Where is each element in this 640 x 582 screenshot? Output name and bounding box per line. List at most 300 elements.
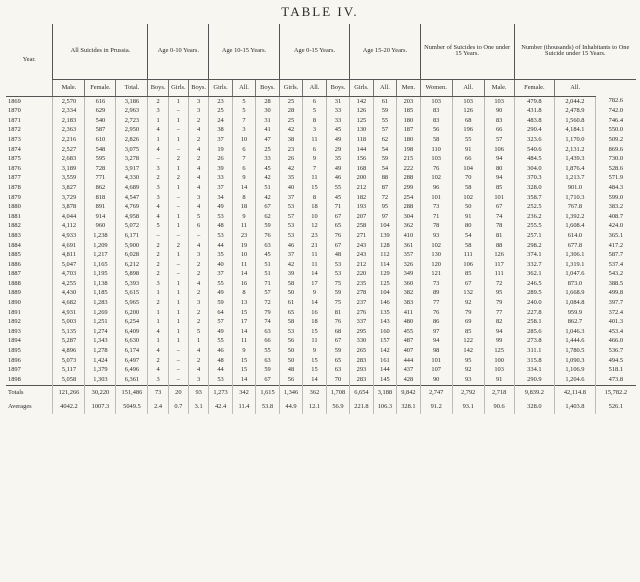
table-cell: 444 <box>397 356 421 366</box>
table-cell: 42,114.8 <box>555 385 596 400</box>
table-cell: 38 <box>209 126 232 136</box>
table-cell: 2 <box>148 251 168 261</box>
table-cell: 2,683 <box>53 155 85 165</box>
table-cell: 3,186 <box>116 97 148 107</box>
table-cell: 361 <box>397 241 421 251</box>
table-cell: 4 <box>148 346 168 356</box>
table-cell: 295 <box>350 327 373 337</box>
table-cell: 37 <box>279 251 302 261</box>
table-cell: 328.0 <box>514 400 555 414</box>
table-cell: – <box>168 203 188 213</box>
table-cell: 1 <box>168 212 188 222</box>
table-title: TABLE IV. <box>281 4 359 19</box>
table-cell: 9,842 <box>397 385 421 400</box>
table-cell: 125 <box>350 116 373 126</box>
row-label: 1873 <box>8 135 21 143</box>
table-cell: 102 <box>420 174 452 184</box>
table-cell: 90.6 <box>484 400 514 414</box>
table-cell: 55 <box>452 135 484 145</box>
table-cell: 142 <box>373 346 396 356</box>
table-cell: 15 <box>303 366 326 376</box>
table-cell: 101 <box>420 193 452 203</box>
table-cell: 104 <box>452 164 484 174</box>
table-cell: 58 <box>279 318 302 328</box>
table-cell: 2 <box>148 356 168 366</box>
table-cell: 222 <box>397 164 421 174</box>
table-cell: 332.7 <box>514 260 555 270</box>
header-subcolumn: Male. <box>53 79 85 96</box>
table-cell: 168 <box>350 164 373 174</box>
table-cell: 5,058 <box>53 375 85 385</box>
row-label: 1883 <box>8 231 21 239</box>
table-cell: 193 <box>350 203 373 213</box>
table-cell: 537.4 <box>595 260 636 270</box>
table-cell: 1,084.8 <box>555 298 596 308</box>
table-cell: 58 <box>279 279 302 289</box>
table-cell: 63 <box>326 366 350 376</box>
row-label: 1885 <box>8 251 21 259</box>
table-cell: 93 <box>420 231 452 241</box>
table-row <box>6 327 636 337</box>
table-cell: 143 <box>373 318 396 328</box>
table-cell: 289.5 <box>514 289 555 299</box>
table-cell: 2 <box>189 155 209 165</box>
table-cell: 95 <box>484 289 514 299</box>
table-cell: 431.8 <box>514 107 555 117</box>
table-cell: 4 <box>148 327 168 337</box>
table-cell: 8 <box>303 193 326 203</box>
table-cell: 79 <box>484 298 514 308</box>
table-cell: 255.5 <box>514 222 555 232</box>
table-cell: 1 <box>168 337 188 347</box>
table-cell: 82 <box>484 318 514 328</box>
table-cell: 2 <box>148 97 168 107</box>
table-cell: 550.0 <box>595 126 636 136</box>
table-cell: 3,878 <box>53 203 85 213</box>
table-cell: 57 <box>256 289 280 299</box>
table-cell: 3.1 <box>189 400 209 414</box>
table-cell: 139 <box>373 231 396 241</box>
table-cell: 121,266 <box>53 385 85 400</box>
header-subcolumn: Male. <box>484 79 514 96</box>
table-cell: 9 <box>232 212 255 222</box>
row-label: 1879 <box>8 193 21 201</box>
table-cell: 95 <box>373 203 396 213</box>
table-cell: 67 <box>256 203 280 213</box>
table-cell: 2,131.2 <box>555 145 596 155</box>
header-subcolumn: All. <box>303 79 326 96</box>
table-cell: 106 <box>484 145 514 155</box>
header-subcolumn: All. <box>555 79 596 96</box>
table-cell: 72 <box>484 279 514 289</box>
table-cell: 7 <box>232 116 255 126</box>
table-cell: 53 <box>279 222 302 232</box>
table-cell: 15 <box>303 327 326 337</box>
table-cell: 742.0 <box>595 107 636 117</box>
header-subcolumn: Men. <box>397 79 421 96</box>
table-cell: 782.6 <box>595 97 636 107</box>
table-cell: 5 <box>232 97 255 107</box>
table-cell: 304.0 <box>514 164 555 174</box>
table-cell: 114 <box>373 260 396 270</box>
table-cell: 1 <box>148 337 168 347</box>
table-row <box>6 126 636 136</box>
table-cell: 293 <box>350 366 373 376</box>
table-cell: 75 <box>326 279 350 289</box>
table-cell: 142 <box>452 346 484 356</box>
table-cell: 49 <box>209 203 232 213</box>
table-cell: 4,044 <box>53 212 85 222</box>
table-cell: 66 <box>452 155 484 165</box>
table-cell: 4 <box>189 126 209 136</box>
table-cell: 3,278 <box>116 155 148 165</box>
table-cell: 0.7 <box>168 400 188 414</box>
table-cell: 3 <box>148 107 168 117</box>
table-cell: 2,747 <box>420 385 452 400</box>
table-cell: 35 <box>326 155 350 165</box>
table-row <box>6 155 636 165</box>
table-cell: 49 <box>209 289 232 299</box>
table-cell: 81 <box>326 308 350 318</box>
table-cell: 1,209 <box>85 241 116 251</box>
table-cell: 4,547 <box>116 193 148 203</box>
averages-row <box>6 400 636 414</box>
table-cell: 89 <box>420 289 452 299</box>
table-cell: 914 <box>85 212 116 222</box>
header-group: Age 10-15 Years. <box>209 24 279 79</box>
table-cell: 1,217 <box>85 251 116 261</box>
table-cell: 74 <box>256 318 280 328</box>
table-cell: 2 <box>189 260 209 270</box>
table-cell: 437 <box>397 366 421 376</box>
table-cell: 869.6 <box>595 145 636 155</box>
table-cell: 85 <box>452 270 484 280</box>
table-cell: 9,839.2 <box>514 385 555 400</box>
table-cell: 328.1 <box>397 400 421 414</box>
table-cell: 7 <box>232 155 255 165</box>
table-cell: 862.7 <box>555 318 596 328</box>
table-cell: 221.8 <box>350 400 373 414</box>
table-cell: 7 <box>303 164 326 174</box>
table-cell: 63 <box>256 356 280 366</box>
table-cell: 4,255 <box>53 279 85 289</box>
table-cell: 1 <box>168 298 188 308</box>
table-cell: 24 <box>209 116 232 126</box>
header-subcolumn: Female. <box>85 79 116 96</box>
table-cell: 455 <box>397 327 421 337</box>
table-cell: 1,273 <box>209 385 232 400</box>
table-cell: 1,138 <box>85 279 116 289</box>
table-cell: 8 <box>232 193 255 203</box>
table-cell: 39 <box>209 164 232 174</box>
table-cell: 66 <box>256 337 280 347</box>
table-cell: 2,718 <box>484 385 514 400</box>
table-cell: 101 <box>420 356 452 366</box>
table-cell: 130 <box>420 251 452 261</box>
table-cell: 68 <box>452 116 484 126</box>
table-cell: 76 <box>420 164 452 174</box>
table-cell: 76 <box>326 231 350 241</box>
table-cell: 212 <box>350 260 373 270</box>
table-cell: 23 <box>209 97 232 107</box>
table-cell: 6,171 <box>116 231 148 241</box>
row-label: 1892 <box>8 318 21 326</box>
table-cell: 62 <box>373 135 396 145</box>
table-cell: 72 <box>256 298 280 308</box>
table-cell: 6,361 <box>116 375 148 385</box>
table-cell: 203 <box>397 97 421 107</box>
table-cell: 102 <box>420 241 452 251</box>
table-cell: 55 <box>326 183 350 193</box>
table-cell: 237 <box>350 298 373 308</box>
table-row <box>6 231 636 241</box>
table-cell: 18 <box>232 203 255 213</box>
table-cell: 76 <box>420 308 452 318</box>
table-cell: 112 <box>373 251 396 261</box>
table-cell: 4 <box>189 145 209 155</box>
table-cell: 383.2 <box>595 203 636 213</box>
table-cell: 129 <box>373 270 396 280</box>
table-cell: 2 <box>168 155 188 165</box>
table-cell: 383 <box>397 298 421 308</box>
table-cell: 16 <box>303 308 326 318</box>
table-cell: 6,212 <box>116 260 148 270</box>
table-cell: 198 <box>397 145 421 155</box>
table-cell: 2 <box>189 289 209 299</box>
table-cell: 63 <box>256 327 280 337</box>
table-cell: 67 <box>256 375 280 385</box>
table-cell: 25 <box>256 145 280 155</box>
table-cell: 73 <box>420 279 452 289</box>
table-cell: 104 <box>373 222 396 232</box>
table-cell: 11 <box>303 174 326 184</box>
table-cell: 3,075 <box>116 145 148 155</box>
table-cell: 382 <box>397 289 421 299</box>
table-cell: 5 <box>232 107 255 117</box>
table-cell: 15 <box>303 183 326 193</box>
table-row <box>6 193 636 203</box>
table-cell: 1,170.0 <box>555 135 596 145</box>
table-cell: 35 <box>209 251 232 261</box>
table-cell: 480 <box>397 318 421 328</box>
table-cell: 1,319.1 <box>555 260 596 270</box>
table-row <box>6 346 636 356</box>
table-cell: 543.2 <box>595 270 636 280</box>
table-cell: 326 <box>397 260 421 270</box>
table-cell: 180 <box>397 116 421 126</box>
table-cell: 19 <box>232 241 255 251</box>
table-cell: 3 <box>232 126 255 136</box>
table-cell: 54 <box>373 145 396 155</box>
table-cell: 40 <box>279 183 302 193</box>
row-label: 1887 <box>8 270 21 278</box>
table-cell: 54 <box>373 164 396 174</box>
table-cell: 69 <box>452 318 484 328</box>
table-cell: 397.7 <box>595 298 636 308</box>
table-cell: 2,950 <box>116 126 148 136</box>
table-cell: 1,346 <box>279 385 302 400</box>
table-cell: 110 <box>420 145 452 155</box>
table-cell: 1 <box>168 279 188 289</box>
table-cell: 14 <box>303 270 326 280</box>
table-cell: 53 <box>326 270 350 280</box>
table-cell: 182 <box>350 193 373 203</box>
table-cell: 55 <box>209 279 232 289</box>
table-cell: 6 <box>232 164 255 174</box>
table-cell: 337 <box>350 318 373 328</box>
table-cell: 144 <box>373 366 396 376</box>
table-cell: 1 <box>168 97 188 107</box>
table-cell: 4 <box>189 183 209 193</box>
table-cell: 2,723 <box>116 116 148 126</box>
table-cell: 509.2 <box>595 135 636 145</box>
table-cell: 3 <box>148 164 168 174</box>
table-cell: 3,917 <box>116 164 148 174</box>
table-cell: 72 <box>373 193 396 203</box>
table-cell: 4,703 <box>53 270 85 280</box>
table-cell: 5049.5 <box>116 400 148 414</box>
table-cell: 3 <box>189 251 209 261</box>
table-cell: 330 <box>350 337 373 347</box>
table-cell: – <box>168 107 188 117</box>
table-cell: 33 <box>326 116 350 126</box>
table-cell: 65 <box>326 222 350 232</box>
table-cell: 61 <box>279 298 302 308</box>
table-cell: 411 <box>397 308 421 318</box>
table-cell: 3 <box>148 375 168 385</box>
table-cell: 2.4 <box>148 400 168 414</box>
table-cell: 571.9 <box>595 174 636 184</box>
table-cell: 6 <box>232 145 255 155</box>
table-cell: 15 <box>232 308 255 318</box>
row-label: 1897 <box>8 366 21 374</box>
table-cell: 528.6 <box>595 164 636 174</box>
table-cell: 56 <box>279 375 302 385</box>
table-cell: 107 <box>420 366 452 376</box>
table-cell: 1007.3 <box>85 400 116 414</box>
table-cell: 4,689 <box>116 183 148 193</box>
table-cell: 4 <box>189 366 209 376</box>
table-cell: 8 <box>303 116 326 126</box>
header-group: All Suicides in Prussia. <box>53 24 148 79</box>
table-cell: 15 <box>232 366 255 376</box>
table-cell: 1,876.4 <box>555 164 596 174</box>
table-cell: 6,200 <box>116 308 148 318</box>
table-cell: 70 <box>326 375 350 385</box>
table-cell: 160 <box>373 327 396 337</box>
table-cell: 78 <box>420 222 452 232</box>
table-cell: 357 <box>397 251 421 261</box>
table-cell: 126 <box>484 251 514 261</box>
table-cell: 1 <box>168 318 188 328</box>
table-row <box>6 183 636 193</box>
table-cell: 46 <box>209 346 232 356</box>
table-cell: 58 <box>452 183 484 193</box>
row-label: 1893 <box>8 327 21 335</box>
table-cell: 4,430 <box>53 289 85 299</box>
table-cell: 473.8 <box>595 375 636 385</box>
table-cell: 5,003 <box>53 318 85 328</box>
table-cell: 587.7 <box>595 251 636 261</box>
table-cell: 1,439.3 <box>555 155 596 165</box>
table-cell: 35 <box>279 174 302 184</box>
table-cell: 50 <box>279 356 302 366</box>
table-cell: 2,216 <box>53 135 85 145</box>
table-row <box>6 260 636 270</box>
table-cell: 540 <box>85 116 116 126</box>
table-cell: 960 <box>85 222 116 232</box>
table-cell: 10 <box>303 212 326 222</box>
table-cell: 2,963 <box>116 107 148 117</box>
table-row <box>6 337 636 347</box>
table-cell: 257.1 <box>514 231 555 241</box>
table-cell: 362 <box>303 385 326 400</box>
table-cell: 728 <box>85 164 116 174</box>
table-cell: 4 <box>189 174 209 184</box>
table-cell: 26 <box>279 155 302 165</box>
table-cell: 11 <box>303 251 326 261</box>
table-cell: 1 <box>148 308 168 318</box>
table-cell: 53 <box>279 327 302 337</box>
table-cell: 25 <box>209 107 232 117</box>
table-cell: 53 <box>279 231 302 241</box>
table-cell: 101 <box>484 193 514 203</box>
table-cell: 334.1 <box>514 366 555 376</box>
table-cell: 362.1 <box>514 270 555 280</box>
table-cell: 212 <box>350 183 373 193</box>
table-cell: 240.0 <box>514 298 555 308</box>
table-cell: 86 <box>420 318 452 328</box>
table-cell: 83 <box>420 116 452 126</box>
table-cell: 13 <box>232 298 255 308</box>
table-cell: 39 <box>279 270 302 280</box>
table-cell: – <box>168 346 188 356</box>
table-cell: 1 <box>168 183 188 193</box>
table-cell: 44.9 <box>279 400 302 414</box>
table-row <box>6 366 636 376</box>
table-cell: 3,189 <box>53 164 85 174</box>
table-cell: 88 <box>484 241 514 251</box>
table-cell: 5,898 <box>116 270 148 280</box>
table-cell: 3,559 <box>53 174 85 184</box>
table-cell: 1,560.8 <box>555 116 596 126</box>
table-cell: 67 <box>326 241 350 251</box>
table-cell: 77 <box>420 298 452 308</box>
table-cell: 125 <box>484 346 514 356</box>
table-cell: 526.1 <box>595 400 636 414</box>
header-subcolumn: All. <box>452 79 484 96</box>
table-cell: 484.5 <box>514 155 555 165</box>
table-cell: 91.2 <box>420 400 452 414</box>
table-cell: 42 <box>256 174 280 184</box>
table-row <box>6 107 636 117</box>
table-cell: 42.4 <box>209 400 232 414</box>
table-cell: 18 <box>303 203 326 213</box>
header-subcolumn: Girls. <box>279 79 302 96</box>
table-cell: 2,363 <box>53 126 85 136</box>
table-cell: 4,811 <box>53 251 85 261</box>
row-label: 1872 <box>8 126 21 134</box>
table-cell: 862 <box>85 183 116 193</box>
table-cell: 91 <box>452 212 484 222</box>
table-cell: 48 <box>209 356 232 366</box>
table-cell: 1,269 <box>85 308 116 318</box>
table-cell: 23 <box>303 231 326 241</box>
table-cell: 730.0 <box>595 155 636 165</box>
table-cell: – <box>189 231 209 241</box>
table-row <box>6 308 636 318</box>
table-cell: 453.4 <box>595 327 636 337</box>
